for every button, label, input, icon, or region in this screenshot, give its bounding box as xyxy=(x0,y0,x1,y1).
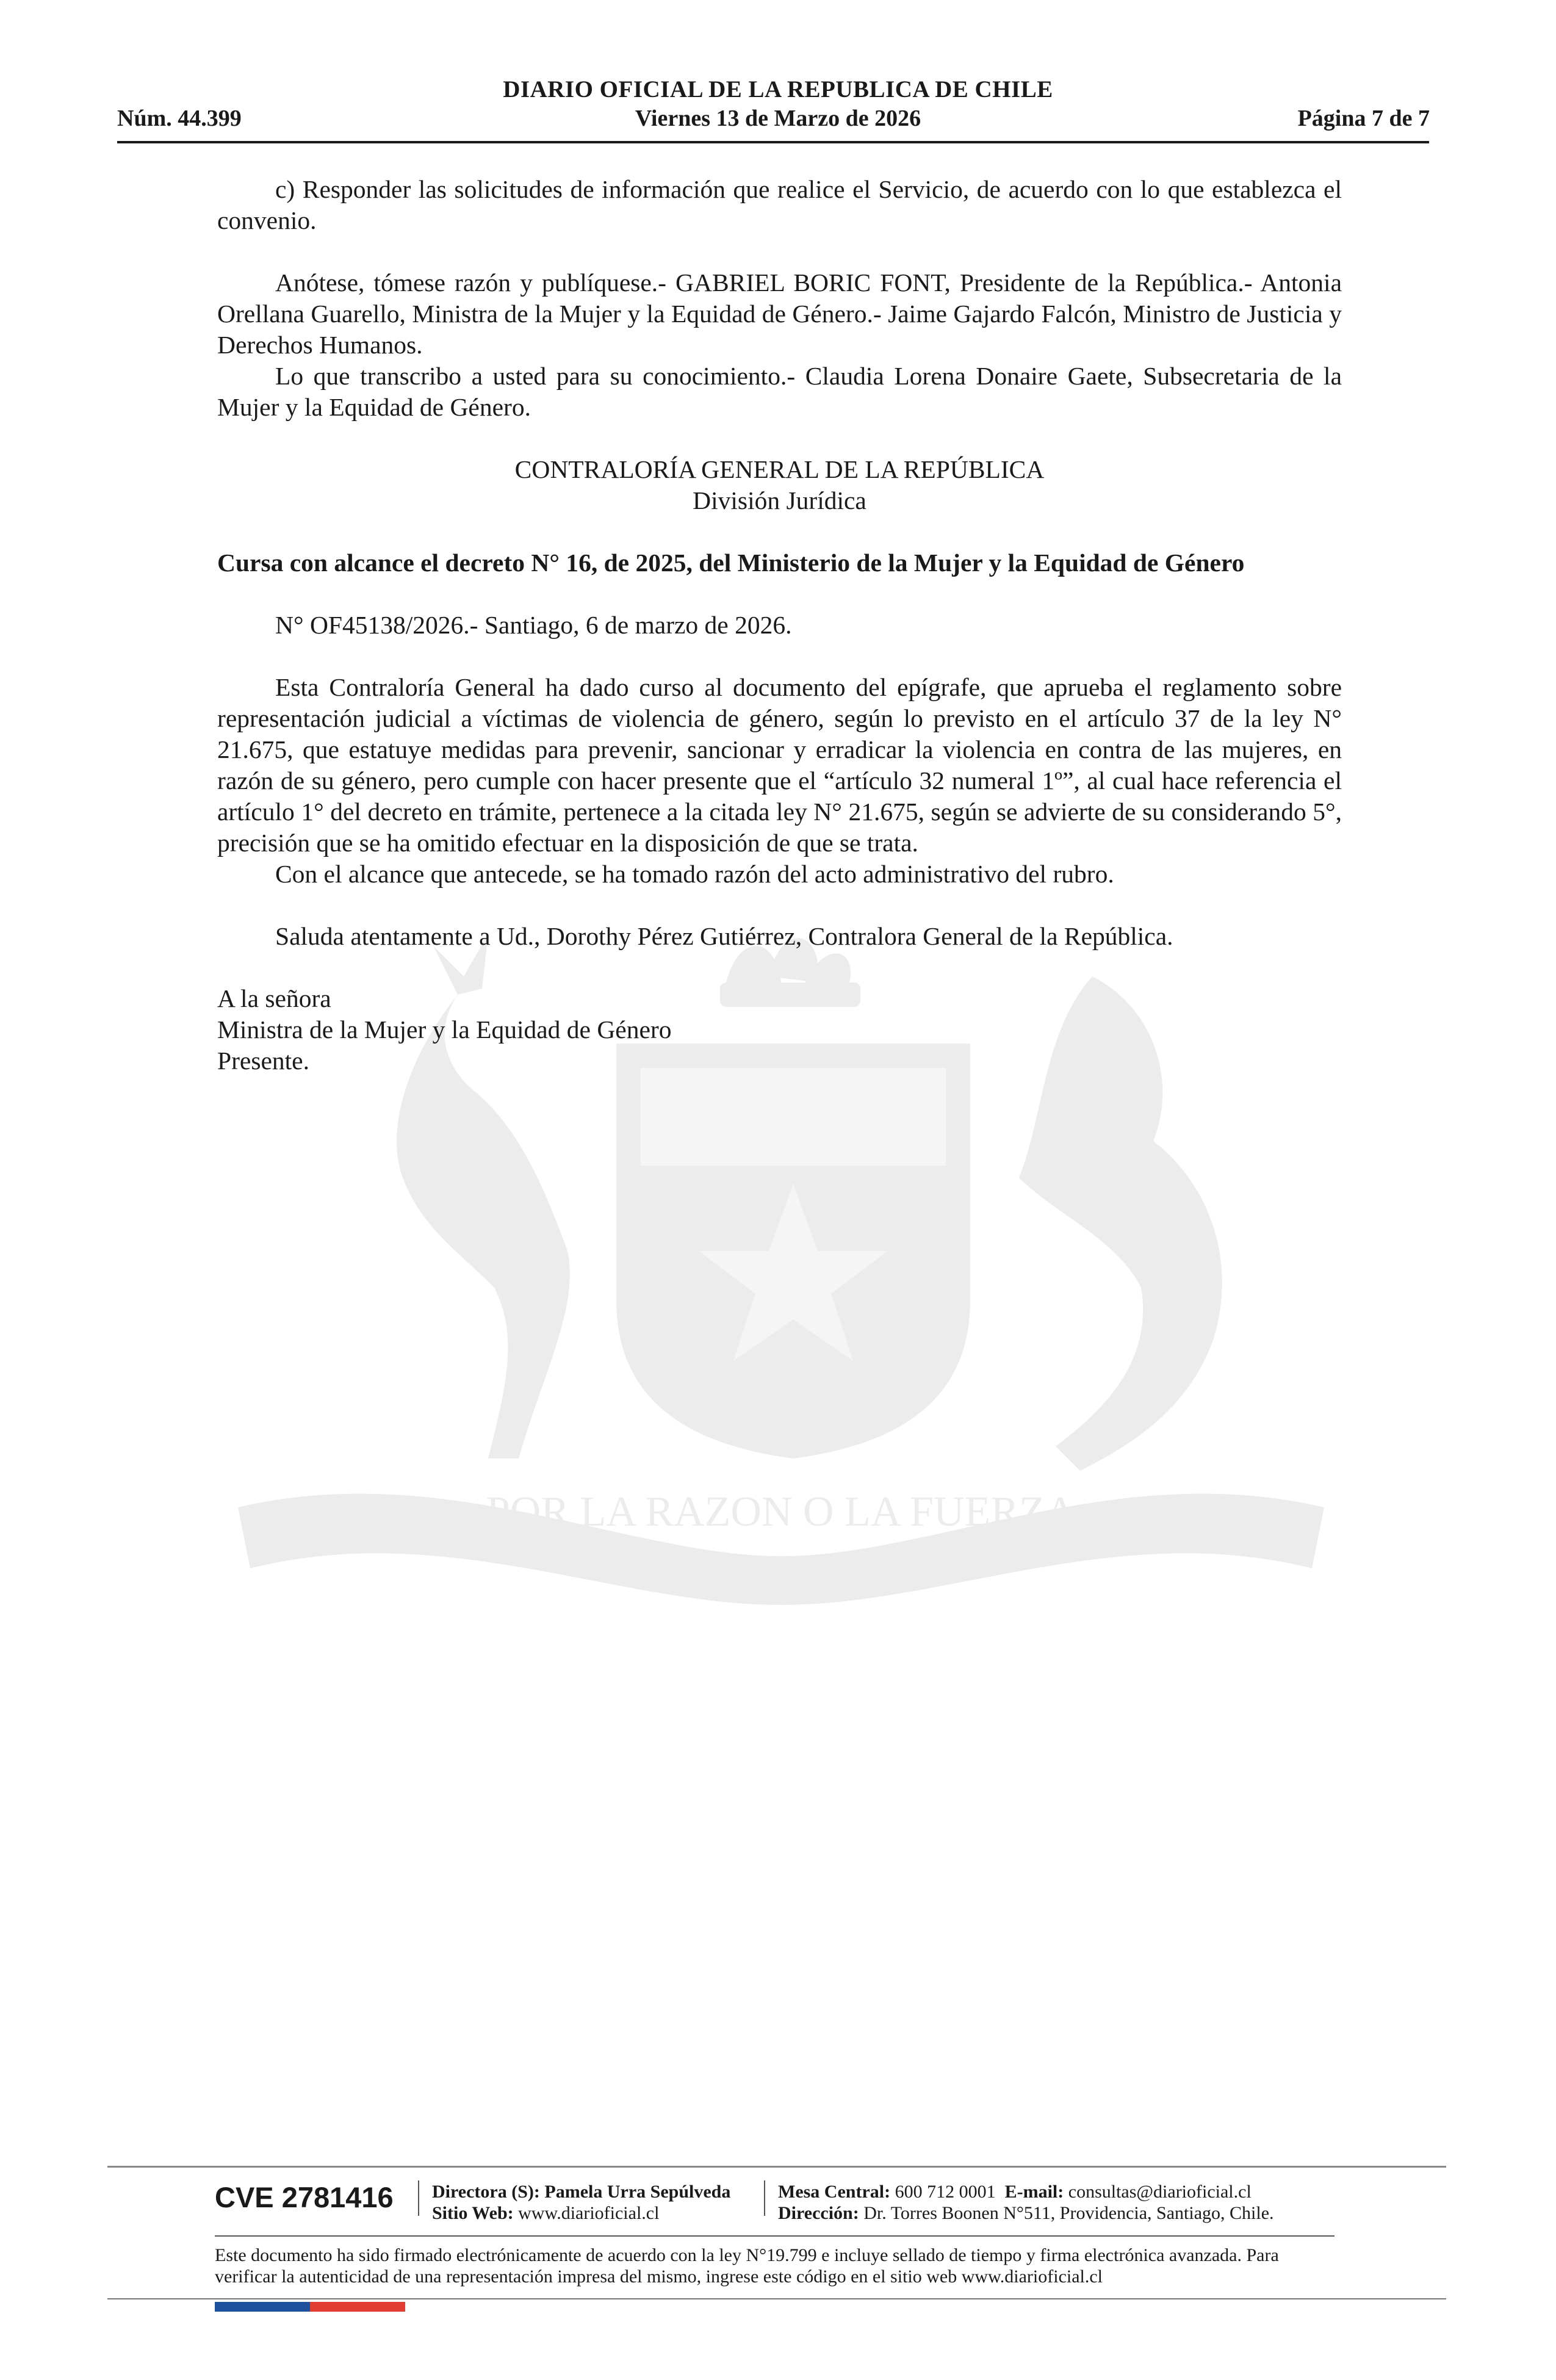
email-link[interactable]: consultas@diarioficial.cl xyxy=(1068,2182,1252,2202)
address-line-3: Presente. xyxy=(217,1047,309,1075)
director-name: Pamela Urra Sepúlveda xyxy=(544,2182,731,2202)
page-number: Página 7 de 7 xyxy=(1297,106,1430,131)
footer-contact-block xyxy=(778,2181,1274,2224)
issue-number: Núm. 44.399 xyxy=(117,106,242,131)
paragraph-anotese: Anótese, tómese razón y publíquese.- GABRIEL BORIC FONT, Presidente de la República.- Antonia Orellana Guarello, Ministra de la Mujer y la Equidad de Género.- Jaime Gajardo Falcón, Ministro de Justicia y Derechos Humanos. xyxy=(217,269,1342,359)
issue-date: Viernes 13 de Marzo de 2026 xyxy=(635,106,921,131)
address-value: Dr. Torres Boonen N°511, Providencia, Santiago, Chile. xyxy=(863,2203,1274,2223)
web-link[interactable]: www.diarioficial.cl xyxy=(518,2203,660,2223)
footer-divider-3 xyxy=(107,2298,1446,2299)
org-name: CONTRALORÍA GENERAL DE LA REPÚBLICA xyxy=(514,455,1045,483)
email-label: E-mail: xyxy=(1004,2182,1064,2202)
signature-note: Este documento ha sido firmado electrónicamente de acuerdo con la ley N°19.799 e incluye sellado de tiempo y firma electrónica avanzada. Para verificar la autenticidad de una representación impresa del mismo, ingrese este código en el sitio web www.diarioficial.cl xyxy=(215,2245,1279,2287)
flag-bar-blue xyxy=(215,2302,310,2312)
address-line-1: A la señora xyxy=(217,984,331,1012)
paragraph-alcance: Con el alcance que antecede, se ha tomado razón del acto administrativo del rubro. xyxy=(275,860,1114,888)
header-divider xyxy=(117,141,1429,143)
web-label: Sitio Web: xyxy=(432,2203,514,2223)
footer-divider xyxy=(107,2166,1446,2168)
publication-title: DIARIO OFICIAL DE LA REPUBLICA DE CHILE xyxy=(503,76,1053,103)
paragraph-transcribo: Lo que transcribo a usted para su conocimiento.- Claudia Lorena Donaire Gaete, Subsecretaria de la Mujer y la Equidad de Género. xyxy=(217,362,1342,421)
phone-value: 600 712 0001 xyxy=(895,2182,996,2202)
cve-code: CVE 2781416 xyxy=(215,2181,394,2213)
address-line-2: Ministra de la Mujer y la Equidad de Género xyxy=(217,1015,672,1044)
reference-line: N° OF45138/2026.- Santiago, 6 de marzo de 2026. xyxy=(275,611,792,639)
footer-separator xyxy=(418,2180,419,2216)
address-label: Dirección: xyxy=(778,2203,859,2223)
coat-of-arms-motto: POR LA RAZON O LA FUERZA xyxy=(486,1488,1076,1535)
org-division: División Jurídica xyxy=(693,486,866,514)
decree-heading: Cursa con alcance el decreto N° 16, de 2025, del Ministerio de la Mujer y la Equidad de Género xyxy=(217,549,1245,577)
paragraph-saluda: Saluda atentamente a Ud., Dorothy Pérez Gutiérrez, Contralora General de la República. xyxy=(275,922,1173,950)
footer-separator xyxy=(764,2180,765,2216)
paragraph-item-c: c) Responder las solicitudes de información que realice el Servicio, de acuerdo con lo que establezca el convenio. xyxy=(217,175,1342,234)
footer-divider-2 xyxy=(215,2235,1334,2237)
paragraph-main: Esta Contraloría General ha dado curso al documento del epígrafe, que aprueba el reglamento sobre representación judicial a víctimas de violencia de género, según lo previsto en el artículo 37 de la ley N° 21.675, que estatuye medidas para prevenir, sancionar y erradicar la violencia en contra de las mujeres, en razón de su género, pero cumple con hacer presente que el “artículo 32 numeral 1º”, al cual hace referencia el artículo 1° del decreto en trámite, pertenece a la citada ley N° 21.675, según se advierte de su considerando 5°, precisión que se ha omitido efectuar en la disposición de que se trata. xyxy=(217,673,1342,857)
phone-label: Mesa Central: xyxy=(778,2182,891,2202)
footer-director-block xyxy=(432,2181,730,2224)
director-label: Directora (S): xyxy=(432,2182,540,2202)
document-body xyxy=(217,174,1342,1076)
flag-bar-red xyxy=(310,2302,405,2312)
